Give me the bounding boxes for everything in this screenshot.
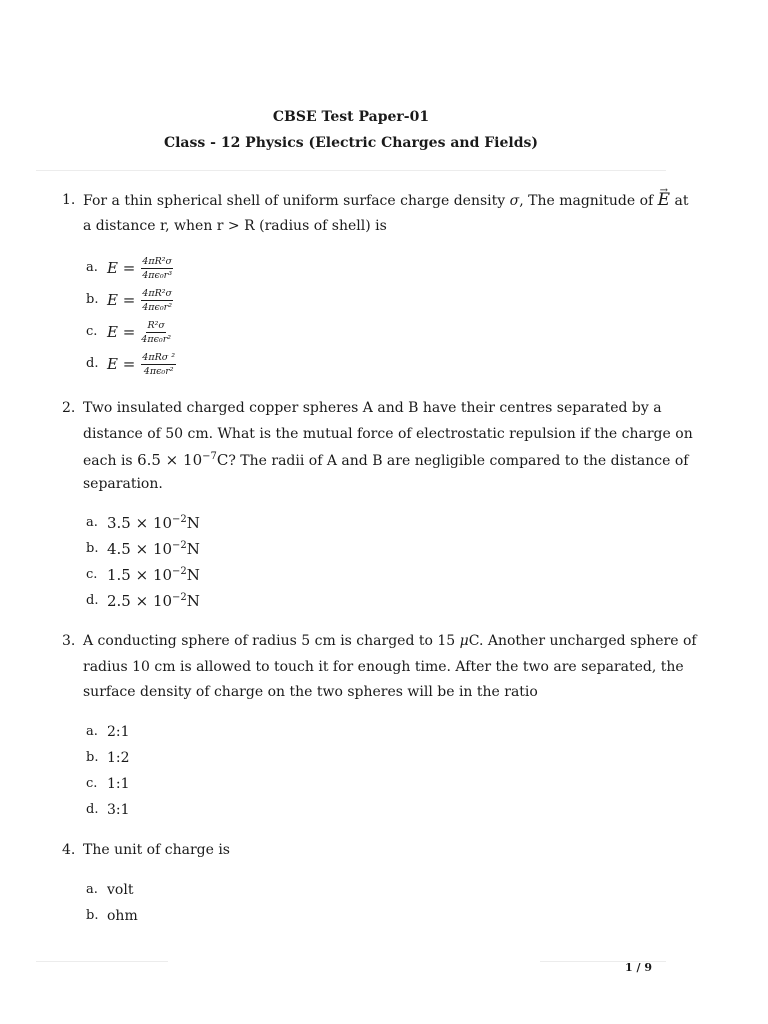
denominator: 4πϵ₀r²: [141, 333, 172, 345]
q3-option-a: 2:1: [107, 724, 130, 740]
question-4-line-1: The unit of charge is: [83, 842, 230, 858]
numerator: 4πR²σ: [142, 287, 173, 299]
numerator: 4πR²σ: [142, 255, 173, 267]
q2-option-d-letter: d.: [86, 593, 99, 608]
q1-option-d-letter: d.: [86, 356, 99, 371]
question-2-text: each is: [83, 453, 138, 469]
question-3-text: A conducting sphere of radius 5 cm is charged to 15: [83, 633, 460, 649]
denominator: 4πϵ₀r³: [142, 269, 173, 281]
formula-lhs: E =: [107, 355, 136, 373]
q1-option-b-letter: b.: [86, 292, 99, 307]
q2-option-b-letter: b.: [86, 541, 99, 556]
option-unit: N: [186, 540, 200, 558]
q1-option-b: [107, 283, 173, 317]
option-unit: N: [186, 514, 200, 532]
formula-lhs: E =: [107, 291, 136, 309]
fraction: [141, 288, 173, 313]
q4-option-b-letter: b.: [86, 908, 99, 923]
question-3-line-1: [83, 628, 697, 654]
question-2-line-3: [83, 447, 688, 476]
denominator: 4πϵ₀r²: [143, 365, 174, 377]
question-2-number: 2.: [62, 400, 76, 416]
question-2-line-4: separation.: [83, 476, 163, 492]
numerator: 4πRσ ²: [142, 351, 176, 363]
question-4-number: 4.: [62, 842, 76, 858]
question-1-line-1: [83, 187, 689, 214]
q2-option-a-letter: a.: [86, 515, 98, 530]
option-exponent: −2: [172, 592, 187, 603]
question-2-text: ? The radii of A and B are negligible compared to the distance of: [228, 453, 689, 469]
sigma-symbol: σ: [509, 193, 520, 209]
question-1-number: 1.: [62, 192, 76, 208]
q2-option-b: [107, 536, 200, 565]
q4-option-a: volt: [107, 882, 134, 898]
formula-lhs: E =: [107, 259, 136, 277]
question-3-line-3: surface density of charge on the two spheres will be in the ratio: [83, 684, 538, 700]
option-unit: N: [186, 592, 200, 610]
question-3-number: 3.: [62, 633, 76, 649]
option-exponent: −2: [172, 540, 187, 551]
electric-field-vector: → E: [658, 187, 670, 213]
question-1-text: at: [670, 193, 689, 209]
option-exponent: −2: [172, 514, 187, 525]
page-number: 1 / 9: [625, 961, 652, 974]
q4-option-b: ohm: [107, 908, 138, 924]
footer-divider-left: [36, 961, 168, 962]
question-1-line-2: a distance r, when r > R (radius of shell) is: [83, 218, 387, 234]
q1-option-d: [107, 347, 176, 381]
q1-option-c-letter: c.: [86, 324, 98, 339]
fraction: [141, 320, 171, 345]
q3-option-b-letter: b.: [86, 750, 99, 765]
question-3-text: C. Another uncharged sphere of: [468, 633, 697, 649]
q1-option-c: [107, 315, 171, 349]
option-unit: N: [186, 566, 200, 584]
fraction: [141, 352, 176, 377]
formula-lhs: E =: [107, 323, 136, 341]
option-value: 4.5 × 10: [107, 540, 173, 558]
question-3-line-2: radius 10 cm is allowed to touch it for enough time. After the two are separated, the: [83, 659, 684, 675]
question-2-line-1: Two insulated charged copper spheres A and B have their centres separated by a: [83, 400, 662, 416]
charge-exponent: −7: [202, 451, 217, 462]
question-1-text: For a thin spherical shell of uniform surface charge density: [83, 193, 510, 209]
q2-option-c: [107, 562, 200, 591]
fraction: [141, 256, 173, 281]
option-value: 2.5 × 10: [107, 592, 173, 610]
q4-option-a-letter: a.: [86, 882, 98, 897]
charge-value: 6.5 × 10: [137, 451, 203, 469]
option-value: 3.5 × 10: [107, 514, 173, 532]
q3-option-b: 1:2: [107, 750, 130, 766]
q2-option-a: [107, 510, 200, 539]
document-title: CBSE Test Paper-01: [272, 109, 430, 125]
document-subtitle: Class - 12 Physics (Electric Charges and Fields): [163, 135, 539, 151]
denominator: 4πϵ₀r²: [142, 301, 173, 313]
question-2-line-2: distance of 50 cm. What is the mutual force of electrostatic repulsion if the charge on: [83, 426, 693, 442]
q1-option-a-letter: a.: [86, 260, 98, 275]
question-1-text: , The magnitude of: [519, 193, 658, 209]
charge-unit: C: [216, 451, 229, 469]
option-exponent: −2: [172, 566, 187, 577]
header-divider: [36, 170, 666, 171]
q3-option-d-letter: d.: [86, 802, 99, 817]
q3-option-d: 3:1: [107, 802, 130, 818]
mu-symbol: μ: [459, 633, 469, 649]
q2-option-c-letter: c.: [86, 567, 98, 582]
q1-option-a: [107, 251, 173, 285]
q3-option-c: 1:1: [107, 776, 130, 792]
numerator: R²σ: [147, 319, 165, 331]
q3-option-a-letter: a.: [86, 724, 98, 739]
q3-option-c-letter: c.: [86, 776, 98, 791]
option-value: 1.5 × 10: [107, 566, 173, 584]
q2-option-d: [107, 588, 200, 617]
